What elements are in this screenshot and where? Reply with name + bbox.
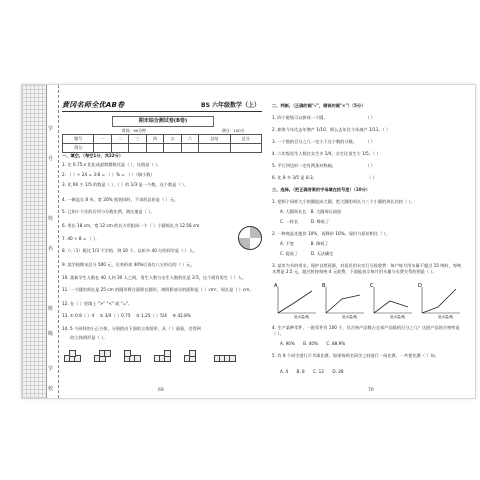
series-title: 黄冈名师全优AB卷: [62, 101, 125, 109]
judge-item: 4. 六年级男生人数比女生多 1/4，女生比男生少 1/5。（ ）: [272, 151, 381, 156]
cube-figure: [94, 349, 114, 365]
question: 1. 在 0.75:x 比化成最简整数比是（ ），比值是（ ）。: [62, 162, 162, 167]
right-page: [272, 85, 468, 398]
exam-spread: [21, 84, 476, 399]
binding-label: 级: [48, 331, 54, 337]
axis-label: 用水量/吨: [438, 315, 454, 319]
section-choice: 三、选择。（把正确答案的字母填在括号里）（10分）: [272, 187, 370, 192]
choice-item: 2. 一种商品先提价 10%，再降价 10%，现价与原价相比（ ）。: [272, 231, 390, 236]
graph-d: [418, 283, 460, 313]
cube-figure: [214, 349, 234, 365]
choice-item: 4. 生产某种零件，一批零件有 100 个，比合格产品数占全部产品数的百分之几？这批产品的合格率是（ ）。: [272, 325, 460, 336]
score-header-cell: 三: [129, 135, 146, 144]
question: 10. 某新学生人数在 40 人到 30 人之间，男生人数与女生人数的比是 3:5，这个班有男生（ ）人。: [62, 275, 247, 280]
cube-figure: [64, 349, 84, 365]
judge-item: 3. 一个数的百分之几一定小于这个数的分数。 （ ）: [272, 139, 375, 144]
binding-label: 号: [48, 156, 54, 162]
choice-item: 5. 有 8 个同学进行乒乓球比赛，如果每两名同学之间进行一场比赛，一共要比赛（ ）场。: [272, 353, 439, 358]
cube-figure: [184, 349, 204, 365]
choice-option: A. 4 B. 8 C. 12 D. 28: [280, 369, 344, 374]
page-number: 70: [368, 387, 374, 393]
score-header-cell: 总分: [230, 135, 261, 144]
judge-item: 2. 如果今年比去年增产 1/10，那么去年比今年减产 1/11。（ ）: [272, 127, 391, 132]
cube-figure: [154, 349, 174, 365]
binding-label: 姓: [48, 216, 54, 222]
graph-b: [322, 283, 364, 313]
judge-item: 1. 四个班级可以拼成一个圆。 （ ）: [272, 115, 375, 120]
score-header-cell: 题号: [63, 135, 94, 144]
score-cell[interactable]: [164, 144, 181, 153]
cube-figures: [62, 347, 262, 369]
score-header-cell: 一: [94, 135, 111, 144]
water-fee-graphs: [272, 281, 468, 319]
binding-label: 学: [48, 126, 54, 132]
binding-label: 校: [48, 386, 54, 392]
section-fill-in: 一、填空。（每空1分，共22分）: [62, 153, 124, 158]
score-header-cell: 二: [111, 135, 128, 144]
question: 4. 一辆盒长 8 米，宽 20% 瓶装同时，不求的总价是（ ）元。: [62, 197, 179, 202]
choice-item: 3. 某市为节约用水，保护自然资源，对居民用水实行分段收费：每户每月用水量不超过 15 吨时，每吨水费是 2.5 元，超过时按每吨 4 元收费，下面能表示每月用水量与水费关系的图是（ ）。: [272, 263, 462, 274]
score-cell[interactable]: [94, 144, 111, 153]
score-header-cell: 六: [181, 135, 198, 144]
score-cell[interactable]: [146, 144, 163, 153]
choice-option: A. 大圆周长长 B. 大圆周长较短: [280, 209, 342, 214]
page-number: 69: [158, 387, 164, 393]
question: 13. ① 0.8（ ）4 ② 3/4（ ）0.75 ③ 1.25（ ）5/4 ④ 42.8%: [62, 313, 191, 318]
graph-label: D: [418, 283, 422, 289]
choice-option: C. 提高了 D. 无法确定: [280, 251, 334, 256]
grade-label: BS 六年级数学（上）: [201, 102, 260, 109]
binding-label: 班: [48, 306, 54, 312]
score-header-row: [63, 135, 262, 144]
question: 3. 比 60 少 1/5 的数是（ ），（ ）的 1/3 是一个数，这个数是（ ）。: [62, 182, 189, 187]
axis-label: 用水量/吨: [390, 315, 406, 319]
score-cell[interactable]: [129, 144, 146, 153]
axis-label: 用水量/吨: [294, 315, 310, 319]
time-limit: 时间：90分钟: [122, 128, 146, 133]
score-cell[interactable]: [181, 144, 198, 153]
graph-a: [274, 283, 316, 313]
choice-option: C. 一样长 D. 降低了: [280, 219, 330, 224]
score-row: [63, 144, 262, 153]
judge-item: 6. 比 8 多 3/5 是 8.3。 （ ）: [272, 175, 377, 180]
score-cell[interactable]: [230, 144, 261, 153]
graph-label: C: [370, 283, 374, 289]
question: 6. 用长 18 cm，宽 12 cm 的长方形组成一个（ ）个圆周长为 12.56 cm: [62, 223, 200, 228]
question: 14. 5 个同样的小正方体，分别搭出下面的立体图形，从（ ）面看，会得到: [62, 326, 201, 331]
binding-label: 名: [48, 246, 54, 252]
score-header-cell: 总结: [199, 135, 230, 144]
score-cell[interactable]: [199, 144, 230, 153]
question: 8. 六（1）班比 1/3 不学的，到 10 个，以折多 40 分的同学是（ ）人。: [62, 248, 198, 253]
question: 的立体图形是（ ）。: [62, 335, 108, 340]
graph-c: [370, 283, 412, 313]
shaded-circle-figure: [238, 226, 262, 250]
judge-item: 5. 平行四边形一定有两条对称轴。 （ ）: [272, 163, 375, 168]
question: 2. （ ）÷ 24 = 3:8 = （ ）% = （ ）（填小数）: [62, 172, 155, 177]
score-header-cell: 五: [164, 135, 181, 144]
exam-title: 期末综合测试卷(B卷): [112, 116, 214, 127]
cube-figure: [124, 349, 144, 365]
question: 12. 在（ ）里填上 ">" "<" 或 "="。: [62, 301, 133, 306]
binding-label: 学: [48, 366, 54, 372]
section-judge: 二、判断。（正确的画"√"，错误的画"×"）（5分）: [272, 103, 366, 108]
axis-label: 用水量/吨: [342, 315, 358, 319]
score-table: [62, 134, 262, 153]
choice-option: A. 90% B. 40% C. 88.9%: [280, 341, 346, 346]
graph-label: A: [274, 283, 278, 289]
question: 7. 40 ÷ 8 = （ ）。: [62, 236, 100, 241]
score-cell[interactable]: [111, 144, 128, 153]
question: 5. 已知十个比的后项与分数比例，则比值是（ ）。: [62, 209, 155, 214]
graph-label: B: [322, 283, 326, 289]
left-page: [62, 85, 262, 398]
choice-option: A. 不变 B. 降低了: [280, 241, 329, 246]
choice-item: 1. 把两个同样大小的圆组成大圆，把大圆的周长与三个小圆的周长比较（ ）。: [272, 199, 415, 204]
score-header-cell: 四: [146, 135, 163, 144]
question: 9. 某学校期末总分 500 元，后来折扣 40%后再打八五折后的（ ）元。: [62, 262, 195, 267]
grid-margin: [22, 85, 47, 398]
header-rule: [62, 111, 262, 112]
question: 11. 一个圆的周长是 25 cm 的圆形将合面积在圆形，则阴影部分的面积是（ ）cm²，周长是（ ）cm。: [62, 287, 254, 292]
full-score: 满分：100分: [222, 128, 245, 133]
score-cell: 得分: [63, 144, 94, 153]
